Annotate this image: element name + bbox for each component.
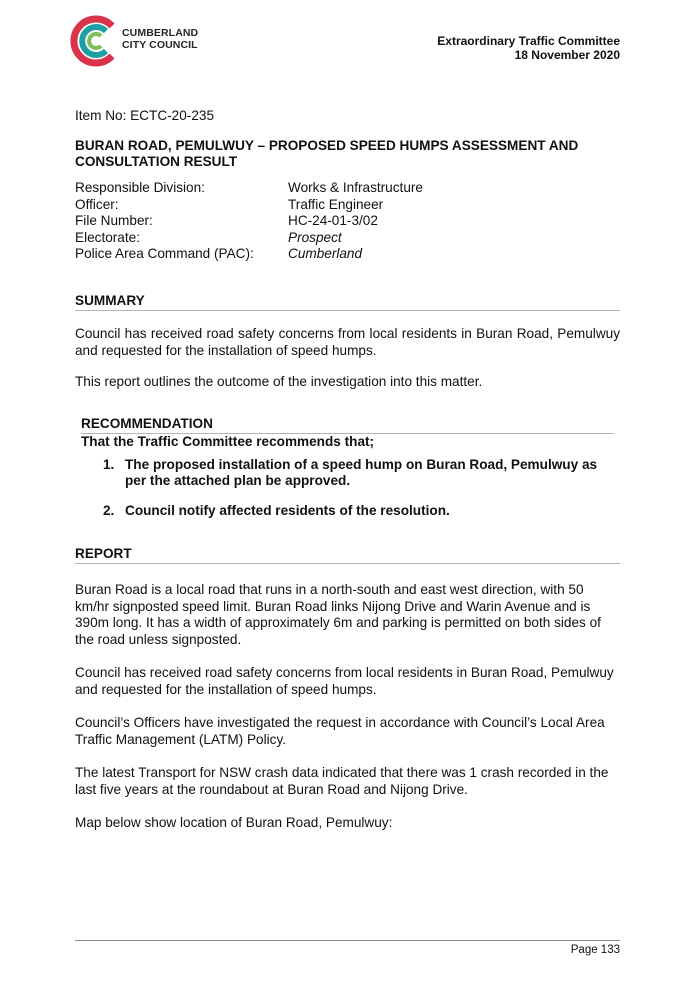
recommendation-item	[81, 457, 614, 490]
recommendation-text: The proposed installation of a speed hump on Buran Road, Pemulwuy as per the attached plan be approved.	[125, 456, 598, 488]
page-number: Page 133	[570, 944, 620, 956]
recommendation-text: Council notify affected residents of the resolution.	[125, 502, 450, 518]
meta-value: Traffic Engineer	[288, 196, 384, 212]
summary-heading: SUMMARY	[75, 293, 620, 311]
meta-value: Prospect	[288, 229, 342, 245]
recommendation-list	[81, 457, 614, 520]
report-paragraph: Council’s Officers have investigated the request in accordance with Council’s Local Area Traffic Management (LATM) Policy.	[75, 715, 605, 747]
summary-paragraph: Council has received road safety concerns from local residents in Buran Road, Pemulwuy and requested for the installation of speed humps.	[75, 326, 620, 358]
logo-line-2: CITY COUNCIL	[122, 39, 198, 51]
logo-line-1: CUMBERLAND	[122, 27, 199, 39]
meta-value: HC-24-01-3/02	[288, 213, 378, 228]
summary-paragraph: This report outlines the outcome of the investigation into this matter.	[75, 374, 483, 389]
report-paragraph: Council has received road safety concerns from local residents in Buran Road, Pemulwuy and requested for the installation of speed humps.	[75, 665, 614, 697]
council-logo-icon	[68, 14, 120, 68]
meta-label: Officer:	[75, 196, 119, 212]
recommendation-heading: RECOMMENDATION	[81, 416, 614, 434]
recommendation-box	[81, 416, 614, 532]
recommendation-number: 2.	[103, 502, 115, 518]
document-header	[437, 34, 620, 62]
report-paragraph: Buran Road is a local road that runs in a north-south and east west direction, with 50 km/hr signposted speed limit. Buran Road links Nijong Drive and Warin Avenue and is 390m long. It has a width of approximately 6m and parking is permitted on both sides of the road unless signposted.	[75, 582, 601, 647]
recommendation-number: 1.	[103, 456, 115, 472]
recommendation-lead: That the Traffic Committee recommends that;	[81, 434, 375, 449]
meta-row	[75, 230, 620, 247]
cumberland-city-council-logo	[68, 14, 258, 68]
meta-label: File Number:	[75, 213, 153, 228]
item-number: Item No: ECTC-20-235	[75, 108, 215, 123]
report-paragraph: The latest Transport for NSW crash data indicated that there was 1 crash recorded in the last five years at the roundabout at Buran Road and Nijong Drive.	[75, 765, 609, 797]
footer-divider	[75, 940, 620, 941]
meta-label: Electorate:	[75, 229, 140, 245]
report-meta-table	[75, 180, 620, 263]
meta-label: Responsible Division:	[75, 180, 205, 195]
meta-row	[75, 246, 620, 263]
report-title: BURAN ROAD, PEMULWUY – PROPOSED SPEED HUMPS ASSESSMENT AND CONSULTATION RESULT	[75, 138, 579, 169]
report-heading: REPORT	[75, 546, 620, 564]
meta-row	[75, 197, 620, 214]
recommendation-item	[81, 503, 614, 520]
report-paragraph: Map below show location of Buran Road, Pemulwuy:	[75, 815, 393, 830]
meta-value: Works & Infrastructure	[288, 180, 423, 195]
meeting-date: 18 November 2020	[514, 48, 620, 62]
meta-row	[75, 180, 620, 197]
committee-name: Extraordinary Traffic Committee	[437, 34, 620, 48]
meta-value: Cumberland	[288, 246, 363, 261]
meta-label: Police Area Command (PAC):	[75, 246, 254, 261]
meta-row	[75, 213, 620, 230]
